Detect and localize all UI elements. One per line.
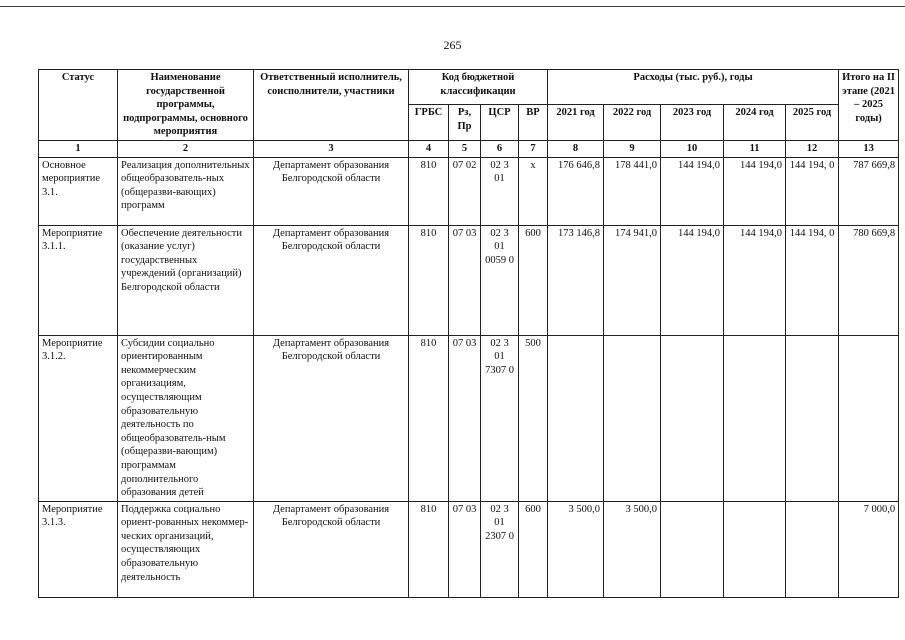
row-2023: 144 194,0 [661,225,724,335]
header-rzpr: Рз, Пр [449,105,481,140]
header-2021: 2021 год [548,105,604,140]
row-status: Мероприятие 3.1.3. [39,501,118,597]
row-grbs: 810 [409,501,449,597]
row-status: Мероприятие 3.1.1. [39,225,118,335]
column-number: 12 [786,140,839,157]
header-budget-code: Код бюджетной классификации [409,70,548,105]
row-rzpr: 07 03 [449,335,481,501]
row-2023 [661,335,724,501]
row-2022: 178 441,0 [604,157,661,225]
row-2024: 144 194,0 [724,157,786,225]
header-2025: 2025 год [786,105,839,140]
header-vr: ВР [519,105,548,140]
table-row [39,157,899,225]
row-rzpr: 07 03 [449,501,481,597]
column-number: 2 [118,140,254,157]
row-2021: 173 146,8 [548,225,604,335]
row-2022: 3 500,0 [604,501,661,597]
row-csr: 02 3 01 [481,157,519,225]
column-number: 6 [481,140,519,157]
column-number: 4 [409,140,449,157]
table-row [39,501,899,597]
table-row [39,335,899,501]
row-status: Основное мероприятие 3.1. [39,157,118,225]
row-vr: 600 [519,501,548,597]
row-2025: 144 194, 0 [786,225,839,335]
row-2023 [661,501,724,597]
row-vr: 600 [519,225,548,335]
row-grbs: 810 [409,225,449,335]
row-2024 [724,501,786,597]
header-csr: ЦСР [481,105,519,140]
column-number: 3 [254,140,409,157]
row-2021: 176 646,8 [548,157,604,225]
row-grbs: 810 [409,335,449,501]
header-expenses: Расходы (тыс. руб.), годы [548,70,839,105]
row-rzpr: 07 02 [449,157,481,225]
row-name: Поддержка социально ориент-рованных некоммер-ческих организаций, осуществляющих образовательную деятельность [118,501,254,597]
row-total: 780 669,8 [839,225,899,335]
row-csr: 02 3 01 2307 0 [481,501,519,597]
row-grbs: 810 [409,157,449,225]
column-number: 9 [604,140,661,157]
table-row [39,225,899,335]
row-2025 [786,335,839,501]
budget-table [38,69,899,598]
column-number: 1 [39,140,118,157]
row-total [839,335,899,501]
row-vr: 500 [519,335,548,501]
header-2022: 2022 год [604,105,661,140]
row-2022 [604,335,661,501]
row-name: Обеспечение деятельности (оказание услуг) государственных учреждений (организаций) Белгородской области [118,225,254,335]
row-2023: 144 194,0 [661,157,724,225]
row-total: 7 000,0 [839,501,899,597]
row-total: 787 669,8 [839,157,899,225]
row-status: Мероприятие 3.1.2. [39,335,118,501]
header-row [39,70,899,105]
row-2025: 144 194, 0 [786,157,839,225]
row-csr: 02 3 01 0059 0 [481,225,519,335]
row-2021 [548,335,604,501]
row-executor: Департамент образования Белгородской области [254,335,409,501]
column-number: 7 [519,140,548,157]
header-total: Итого на II этапе (2021 – 2025 годы) [839,70,899,141]
row-executor: Департамент образования Белгородской области [254,157,409,225]
row-vr: х [519,157,548,225]
row-2025 [786,501,839,597]
header-2024: 2024 год [724,105,786,140]
column-number: 13 [839,140,899,157]
row-2021: 3 500,0 [548,501,604,597]
page-number: 265 [443,38,462,52]
row-executor: Департамент образования Белгородской области [254,501,409,597]
header-name: Наименование государственной программы, подпрограммы, основного мероприятия [118,70,254,141]
top-rule [0,6,905,7]
row-name: Реализация дополнительных общеобразователь-ных (общеразви-вающих) программ [118,157,254,225]
row-executor: Департамент образования Белгородской области [254,225,409,335]
row-2024 [724,335,786,501]
row-2024: 144 194,0 [724,225,786,335]
header-grbs: ГРБС [409,105,449,140]
row-csr: 02 3 01 7307 0 [481,335,519,501]
header-executor: Ответственный исполнитель, соисполнители, участники [254,70,409,141]
column-number: 10 [661,140,724,157]
column-number: 11 [724,140,786,157]
header-2023: 2023 год [661,105,724,140]
row-2022: 174 941,0 [604,225,661,335]
row-name: Субсидии социально ориентированным некоммерческим организациям, осуществляющим образовательную деятельность по общеобразователь-ным (общеразви-вающим) программам дополнительного образования детей [118,335,254,501]
row-rzpr: 07 03 [449,225,481,335]
column-number: 5 [449,140,481,157]
column-number-row [39,140,899,157]
header-status: Статус [39,70,118,141]
column-number: 8 [548,140,604,157]
